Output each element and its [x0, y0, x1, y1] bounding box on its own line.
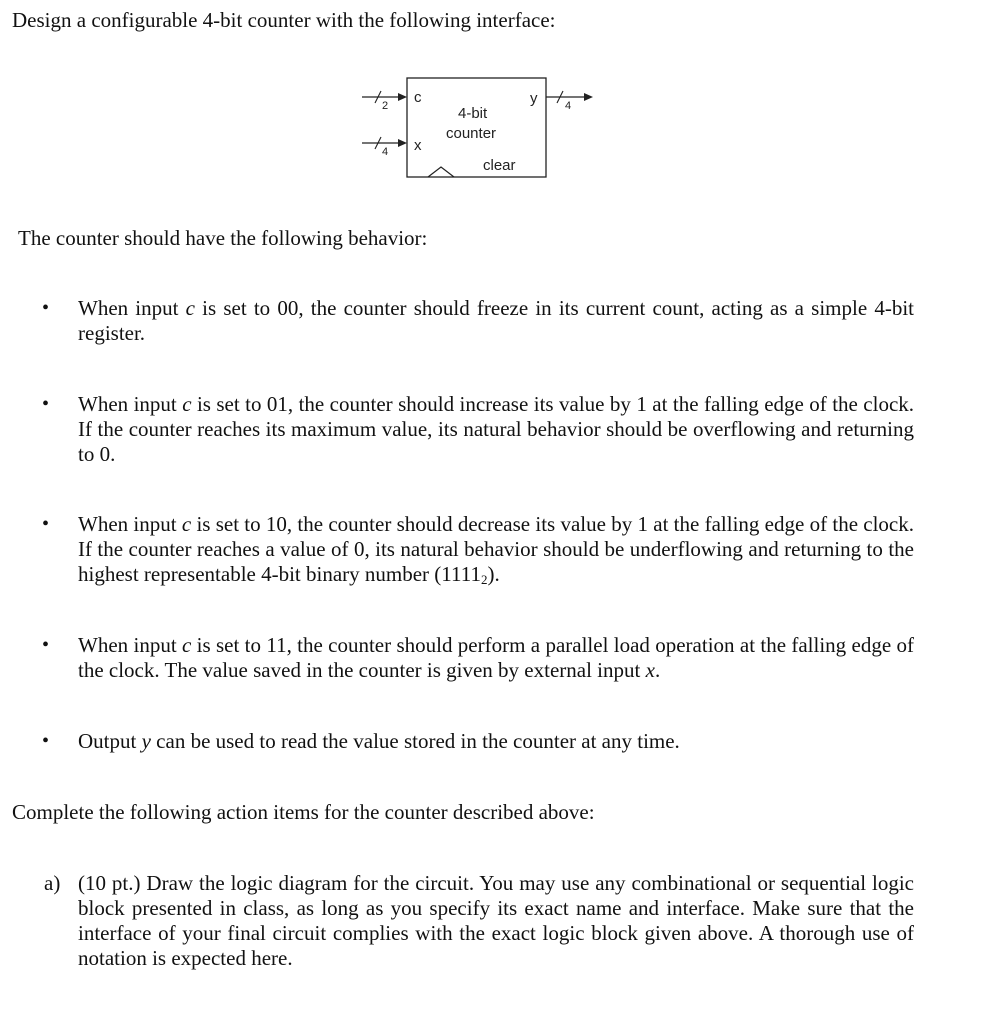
bullet-marker: • [42, 513, 50, 535]
counter-block-diagram [350, 70, 610, 185]
port-x-label: x [414, 137, 422, 154]
behavior-item-4: When input c is set to 11, the counter should perform a parallel load operation at the falling edge of the clock. The value saved in the counter is given by external input x. [78, 633, 914, 682]
c-arrow-icon [398, 93, 407, 101]
action-item-text: (10 pt.) Draw the logic diagram for the circuit. You may use any combinational or sequential logic block presented in class, as long as you specify its exact name and interface. Make sure that the interface of your final circuit complies with the exact logic block given above. A thorough use of notation is expected here. [78, 871, 914, 970]
c-bus-width: 2 [382, 100, 389, 112]
bullet-marker: • [42, 297, 50, 319]
block-title-line2: counter [446, 125, 497, 142]
port-c-label: c [414, 89, 422, 106]
behavior-item-5: Output y can be used to read the value stored in the counter at any time. [78, 729, 680, 753]
intro-text: Design a configurable 4-bit counter with the following interface: [12, 8, 556, 32]
behavior-heading: The counter should have the following behavior: [18, 226, 428, 250]
clock-triangle-icon [428, 167, 454, 177]
y-bus-width: 4 [565, 100, 572, 112]
x-arrow-icon [398, 139, 407, 147]
bullet-marker: • [42, 730, 50, 752]
y-arrow-icon [584, 93, 593, 101]
bullet-marker: • [42, 393, 50, 415]
behavior-item-1: When input c is set to 00, the counter should freeze in its current count, acting as a simple 4-bit register. [78, 296, 914, 345]
x-bus-width: 4 [382, 146, 389, 158]
behavior-item-2: When input c is set to 01, the counter should increase its value by 1 at the falling edge of the clock. If the counter reaches its maximum value, its natural behavior should be overflowing and returning to 0. [78, 392, 915, 466]
clear-label: clear [483, 157, 516, 174]
bullet-marker: • [42, 634, 50, 656]
action-item-label: a) [44, 871, 61, 895]
port-y-label: y [530, 90, 538, 107]
block-title-line1: 4-bit [458, 105, 488, 122]
behavior-item-3: When input c is set to 10, the counter should decrease its value by 1 at the falling edge of the clock. If the counter reaches a value of 0, its natural behavior should be underflowing and returning to the highest representable 4-bit binary number $(1111_2)$. [78, 512, 914, 587]
action-heading: Complete the following action items for the counter described above: [12, 800, 595, 824]
